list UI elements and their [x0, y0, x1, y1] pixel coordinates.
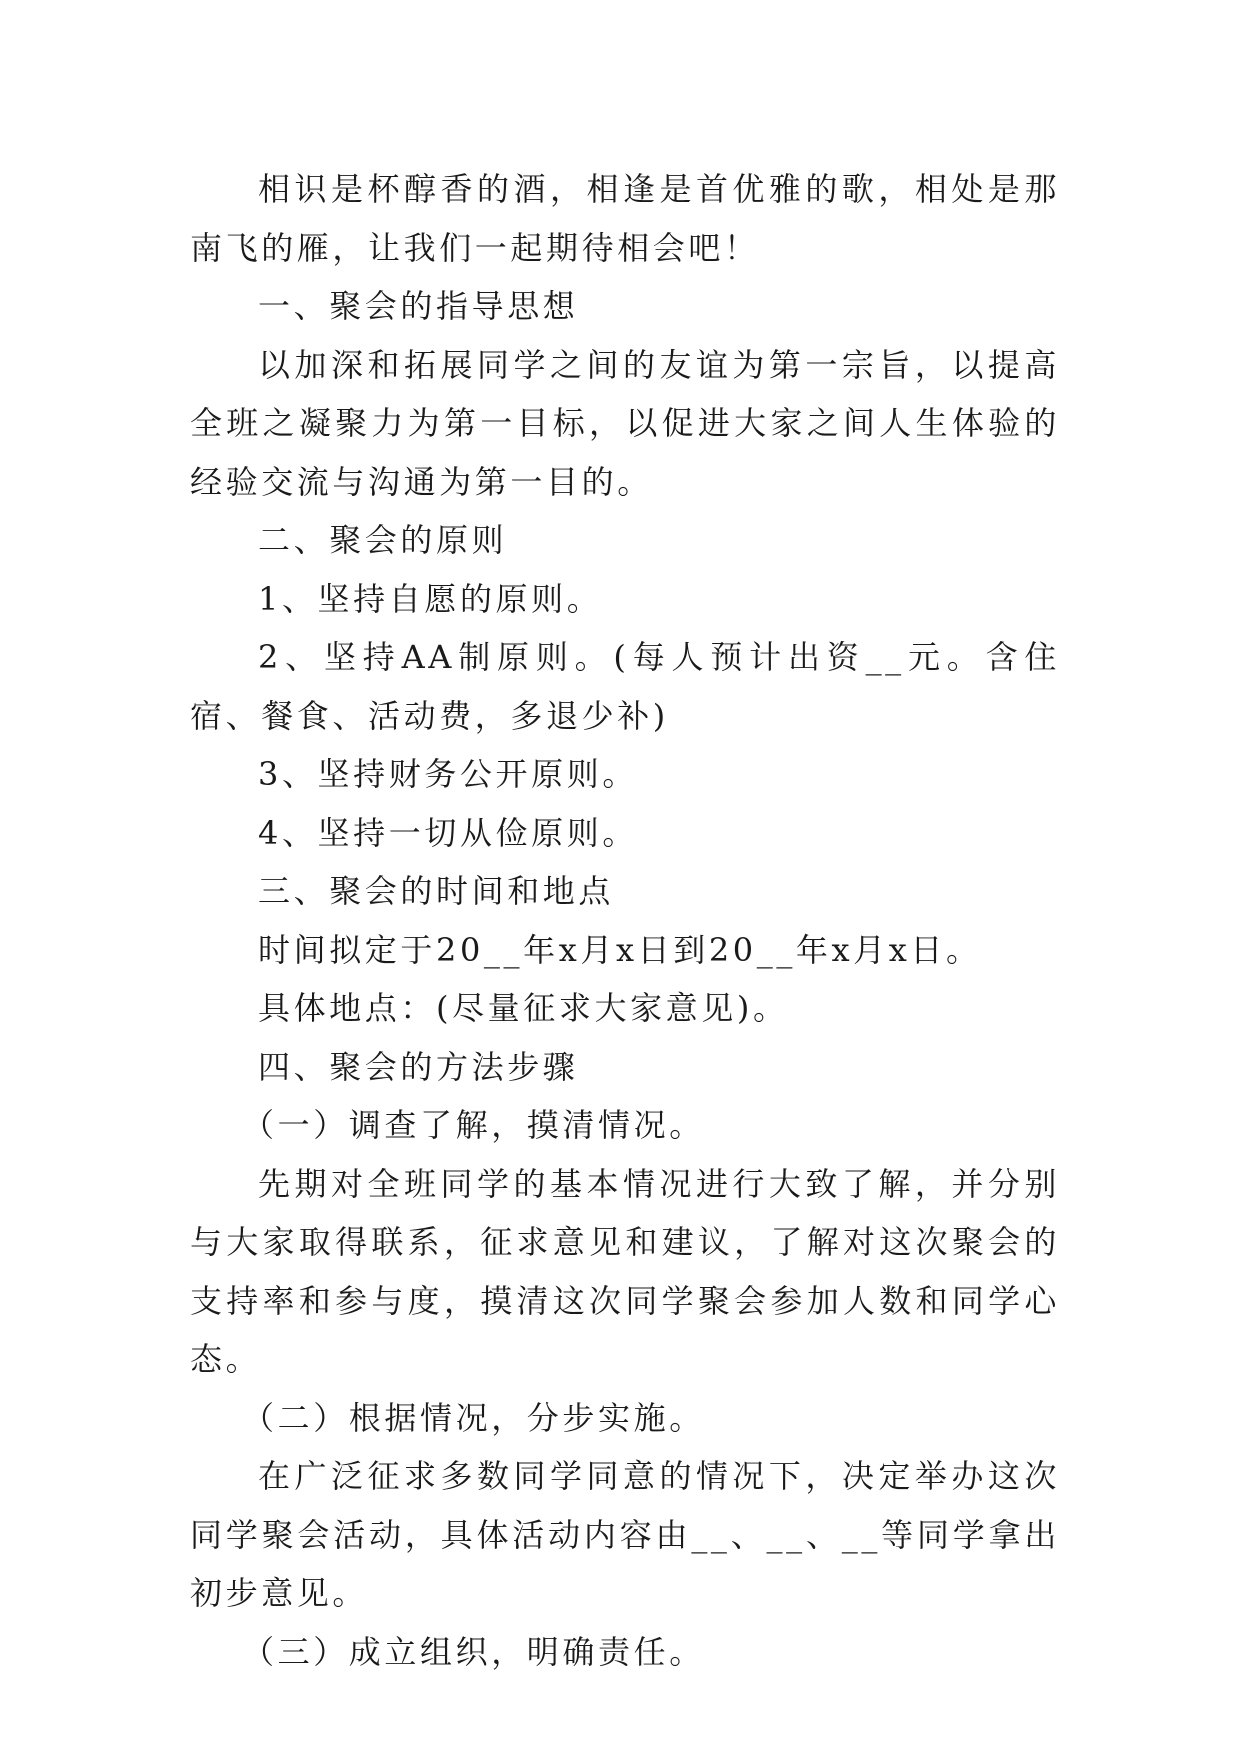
intro-paragraph: 相识是杯醇香的酒，相逢是首优雅的歌，相处是那南飞的雁，让我们一起期待相会吧！ — [190, 170, 1060, 267]
step-heading-1: （一）调查了解，摸清情况。 — [242, 1106, 705, 1144]
time-paragraph: 时间拟定于20__年x月x日到20__年x月x日。 — [258, 930, 982, 969]
section-heading-time-place: 三、聚会的时间和地点 — [258, 872, 615, 910]
principle-item-3: 3、坚持财务公开原则。 — [258, 755, 638, 793]
principle-item-1: 1、坚持自愿的原则。 — [258, 579, 603, 618]
section-heading-principles: 二、聚会的原则 — [258, 521, 508, 559]
principle-item-4: 4、坚持一切从俭原则。 — [258, 813, 638, 852]
section-heading-steps: 四、聚会的方法步骤 — [258, 1047, 579, 1086]
step-heading-3: （三）成立组织，明确责任。 — [242, 1632, 705, 1671]
document-body — [190, 160, 1060, 1681]
step-1-paragraph: 先期对全班同学的基本情况进行大致了解，并分别与大家取得联系，征求意见和建议，了解对这次聚会的支持率和参与度，摸清这次同学聚会参加人数和同学心态。 — [190, 1164, 1060, 1378]
step-2-paragraph: 在广泛征求多数同学同意的情况下，决定举办这次同学聚会活动，具体活动内容由__、__、__等同学拿出初步意见。 — [190, 1457, 1060, 1612]
guiding-thought-paragraph: 以加深和拓展同学之间的友谊为第一宗旨，以提高全班之凝聚力为第一目标，以促进大家之间人生体验的经验交流与沟通为第一目的。 — [190, 345, 1060, 501]
place-paragraph: 具体地点：(尽量征求大家意见)。 — [258, 989, 789, 1027]
principle-item-2: 2、坚持AA制原则。(每人预计出资__元。含住宿、餐食、活动费，多退少补) — [190, 638, 1060, 735]
section-heading-guiding-thought: 一、聚会的指导思想 — [258, 287, 579, 325]
step-heading-2: （二）根据情况，分步实施。 — [242, 1398, 705, 1437]
